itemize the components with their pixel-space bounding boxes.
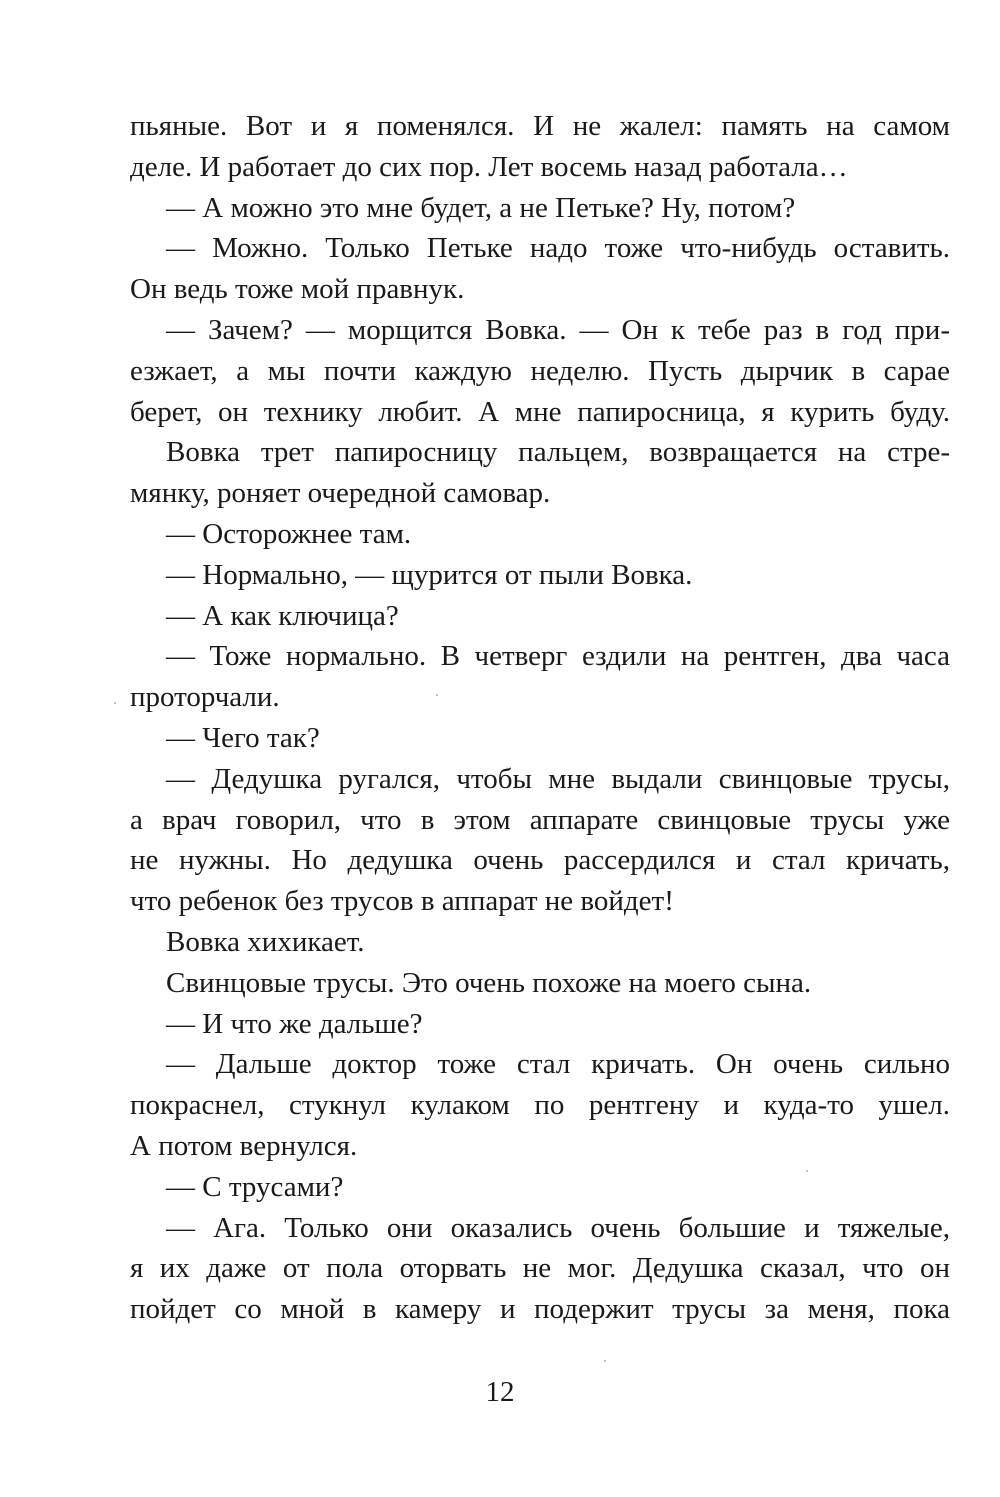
text-line: деле. И работает до сих пор. Лет восемь назад работала… xyxy=(130,150,848,183)
text-line: — Ага. Только они оказались очень большие и тяжелые, xyxy=(166,1211,950,1244)
text-line: — Чего так? xyxy=(166,721,320,754)
text-line: — И что же дальше? xyxy=(166,1007,423,1040)
text-line: — Можно. Только Петьке надо тоже что-нибудь оставить. xyxy=(166,232,950,265)
text-line: — Нормально, — щурится от пыли Вовка. xyxy=(166,558,693,591)
text-line: что ребенок без трусов в аппарат не войдет! xyxy=(130,885,674,918)
text-line: берет, он технику любит. А мне папиросница, я курить буду. xyxy=(130,395,950,428)
text-line: мянку, роняет очередной самовар. xyxy=(130,477,551,510)
text-line: — Дальше доктор тоже стал кричать. Он очень сильно xyxy=(166,1048,950,1081)
page-number: 12 xyxy=(485,1376,515,1408)
text-line: покраснел, стукнул кулаком по рентгену и куда-то ушел. xyxy=(130,1089,950,1122)
paper-speck xyxy=(436,694,438,696)
text-line: не нужны. Но дедушка очень рассердился и стал кричать, xyxy=(130,844,950,877)
text-line: Вовка трет папиросницу пальцем, возвращается на стре- xyxy=(166,436,950,469)
body-text xyxy=(130,106,950,1330)
text-line: — Осторожнее там. xyxy=(166,517,412,550)
text-line: — С трусами? xyxy=(166,1170,344,1203)
text-line: езжает, а мы почти каждую неделю. Пусть дырчик в сарае xyxy=(130,354,950,387)
text-line: я их даже от пола оторвать не мог. Дедушка сказал, что он xyxy=(130,1252,950,1285)
text-line: Вовка хихикает. xyxy=(166,925,365,958)
text-line: Свинцовые трусы. Это очень похоже на моего сына. xyxy=(166,966,812,999)
text-line: А потом вернулся. xyxy=(130,1129,358,1162)
text-line: Он ведь тоже мой правнук. xyxy=(130,273,465,306)
text-line: — А как ключица? xyxy=(166,599,399,632)
text-line: пойдет со мной в камеру и подержит трусы за меня, пока xyxy=(130,1293,950,1326)
text-line: — Тоже нормально. В четверг ездили на рентген, два часа xyxy=(166,640,950,673)
text-line: а врач говорил, что в этом аппарате свинцовые трусы уже xyxy=(130,803,950,836)
text-line: — Зачем? — морщится Вовка. — Он к тебе раз в год при- xyxy=(166,313,950,346)
paper-speck xyxy=(806,1170,808,1172)
paper-speck xyxy=(114,702,116,704)
text-line: — Дедушка ругался, чтобы мне выдали свинцовые трусы, xyxy=(166,762,950,795)
paper-speck xyxy=(604,1360,606,1362)
text-line: — А можно это мне будет, а не Петьке? Ну, потом? xyxy=(166,191,796,224)
text-line: пьяные. Вот и я поменялся. И не жалел: память на самом xyxy=(130,110,950,142)
text-line: проторчали. xyxy=(130,681,280,714)
